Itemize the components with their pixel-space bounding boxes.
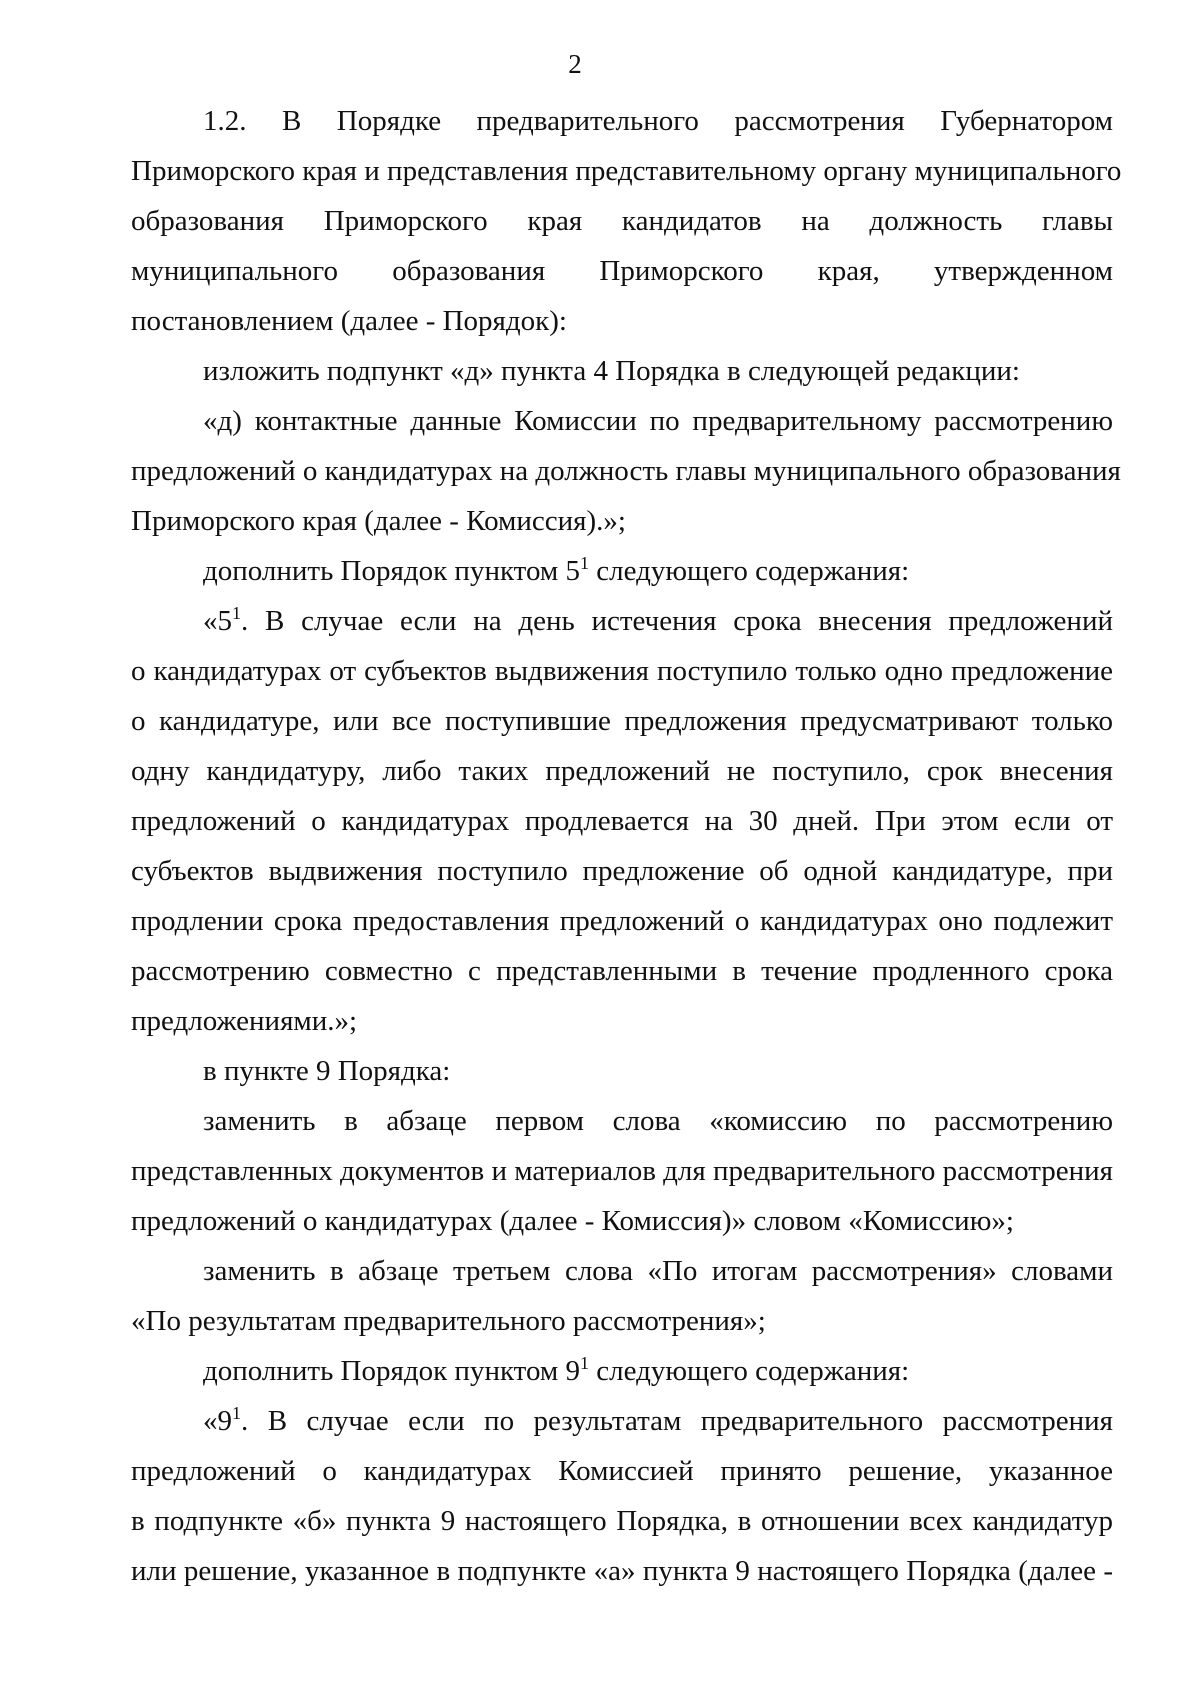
text-line (131, 596, 1113, 646)
paragraph-amend-subpoint-d (131, 346, 1113, 396)
text-line (131, 546, 1113, 596)
superscript: 1 (232, 603, 241, 623)
page-number: 2 (568, 49, 582, 79)
text-line (131, 1396, 1113, 1446)
text-line: заменить в абзаце первом слова «комиссию по рассмотрению (203, 1105, 1113, 1137)
text-fragment: следующего содержания: (589, 1355, 910, 1387)
text-line: или решение, указанное в подпункте «а» пункта 9 настоящего Порядка (далее - (131, 1555, 1113, 1587)
text-line: продлении срока предоставления предложений о кандидатурах оно подлежит (131, 905, 1113, 937)
text-fragment: «9 (203, 1405, 232, 1437)
text-line: о кандидатурах от субъектов выдвижения поступило только одно предложение (131, 655, 1113, 687)
paragraph-subpoint-d-text (131, 396, 1121, 546)
text-line: изложить подпункт «д» пункта 4 Порядка в следующей редакции: (203, 355, 1020, 387)
text-line: Приморского края (далее - Комиссия).»; (131, 505, 626, 537)
paragraph-point-9-heading (131, 1046, 1113, 1096)
paragraph-replace-first-abzac (131, 1096, 1113, 1246)
text-line: предложений о кандидатурах продлевается на 30 дней. При этом если от (131, 805, 1113, 837)
text-line: представленных документов и материалов для предварительного рассмотрения (131, 1155, 1113, 1187)
text-line: образования Приморского края кандидатов на должность главы (131, 205, 1113, 237)
superscript: 1 (232, 1403, 241, 1423)
text-line: «По результатам предварительного рассмотрения»; (131, 1305, 766, 1337)
text-line: в подпункте «б» пункта 9 настоящего Порядка, в отношении всех кандидатур (131, 1505, 1113, 1537)
paragraph-add-point-5-1 (131, 546, 1113, 596)
text-line (131, 1346, 1113, 1396)
superscript: 1 (580, 553, 590, 573)
paragraph-replace-third-abzac (131, 1246, 1113, 1346)
text-line: предложений о кандидатурах Комиссией принято решение, указанное (131, 1455, 1113, 1487)
text-line: одну кандидатуру, либо таких предложений не поступило, срок внесения (131, 755, 1113, 787)
paragraph-1-2 (131, 96, 1122, 346)
text-line: заменить в абзаце третьем слова «По итогам рассмотрения» словами (203, 1255, 1113, 1287)
text-fragment: . В случае если на день истечения срока внесения предложений (241, 605, 1113, 637)
text-line: предложениями.»; (131, 1005, 358, 1037)
text-fragment: дополнить Порядок пунктом 9 (203, 1355, 581, 1387)
text-fragment: дополнить Порядок пунктом 5 (203, 555, 581, 587)
paragraph-point-9-1-text (131, 1396, 1113, 1596)
document-body (131, 96, 1122, 1596)
text-fragment: . В случае если по результатам предварительного рассмотрения (241, 1405, 1113, 1437)
text-fragment: следующего содержания: (589, 555, 910, 587)
text-line: в пункте 9 Порядка: (203, 1055, 451, 1087)
text-line: 1.2. В Порядке предварительного рассмотрения Губернатором (203, 105, 1113, 137)
text-line: предложений о кандидатурах (далее - Комиссия)» словом «Комиссию»; (131, 1205, 1014, 1237)
text-line: Приморского края и представления представительному органу муниципального (131, 155, 1122, 187)
text-line: о кандидатуре, или все поступившие предложения предусматривают только (131, 705, 1113, 737)
text-line: субъектов выдвижения поступило предложение об одной кандидатуре, при (131, 855, 1113, 887)
paragraph-add-point-9-1 (131, 1346, 1113, 1396)
text-line: предложений о кандидатурах на должность главы муниципального образования (131, 455, 1121, 487)
text-line: муниципального образования Приморского края, утвержденном (131, 255, 1113, 287)
superscript: 1 (580, 1353, 590, 1373)
paragraph-point-5-1-text (131, 596, 1113, 1046)
text-line: постановлением (далее - Порядок): (131, 305, 567, 337)
text-line: рассмотрению совместно с представленными в течение продленного срока (131, 955, 1113, 987)
text-line: «д) контактные данные Комиссии по предварительному рассмотрению (203, 405, 1113, 437)
text-fragment: «5 (203, 605, 232, 637)
